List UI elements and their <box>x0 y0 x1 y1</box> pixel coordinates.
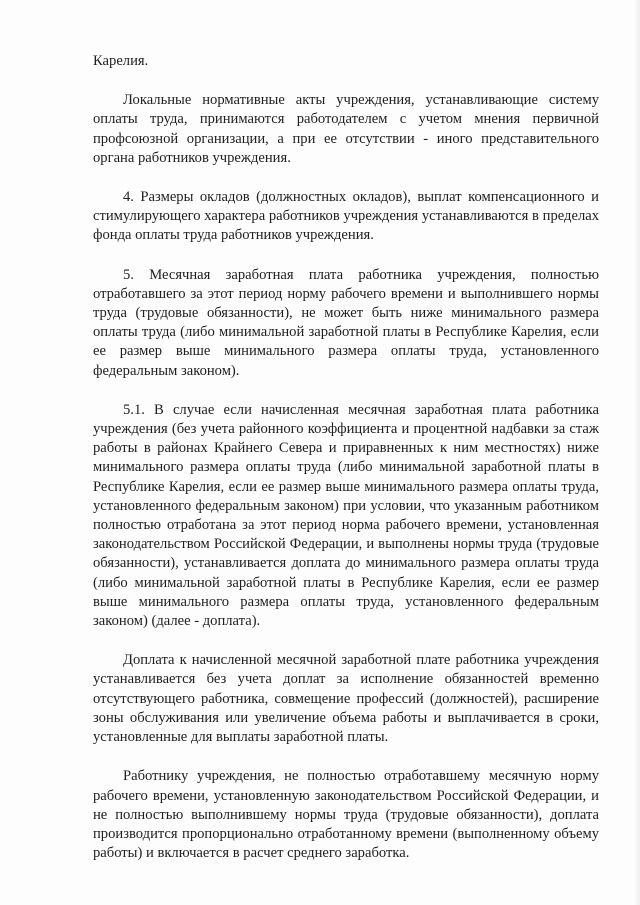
scan-edge-shadow <box>634 0 640 905</box>
paragraph-surcharge: Доплата к начисленной месячной заработной плате работника учреждения устанавливается без учета доплат за исполнение обязанностей временно отсутствующего работника, совмещение профессий (должностей), расширение зоны обслуживания или увеличение объема работы и выплачивается в сроки, установленные для выплаты заработной платы. <box>93 652 599 746</box>
paragraph-item-5-1: 5.1. В случае если начисленная месячная заработная плата работника учреждения (без учета районного коэффициента и процентной надбавки за стаж работы в районах Крайнего Севера и приравненных к ним местностях) ниже минимального размера оплаты труда (либо минимальной заработной платы в Республике Карелия, если ее размер выше минимального размера оплаты труда, установленного федеральным законом) при условии, что указанным работником полностью отработана за этот период норма рабочего времени, установленная законодательством Российской Федерации, и выполнены нормы труда (трудовые обязанности), устанавливается доплата до минимального размера оплаты труда (либо минимальной заработной платы в Республике Карелия, если ее размер выше минимального размера оплаты труда, установленного федеральным законом) (далее - доплата). <box>93 401 599 630</box>
paragraph-local-acts: Локальные нормативные акты учреждения, устанавливающие систему оплаты труда, принимаются работодателем с учетом мнения первичной профсоюзной организации, а при ее отсутствии - иного представительного органа работников учреждения. <box>93 92 599 166</box>
paragraph-item-5: 5. Месячная заработная плата работника учреждения, полностью отработавшего за этот период норму рабочего времени и выполнившего нормы труда (трудовые обязанности), не может быть ниже минимального размера оплаты труда (либо минимальной заработной платы в Республике Карелия, если ее размер выше минимального размера оплаты труда, установленного федеральным законом). <box>93 266 599 379</box>
document-body <box>93 52 599 863</box>
paragraph-continuation: Карелия. <box>93 53 149 69</box>
paragraph-item-4: 4. Размеры окладов (должностных окладов), выплат компенсационного и стимулирующего характера работников учреждения устанавливаются в пределах фонда оплаты труда работников учреждения. <box>93 189 599 244</box>
paragraph-partial-norm: Работнику учреждения, не полностью отработавшему месячную норму рабочего времени, установленную законодательством Российской Федерации, и не полностью выполнившему нормы труда (трудовые обязанности), доплата производится пропорционально отработанному времени (выполненному объему работы) и включается в расчет среднего заработка. <box>93 768 599 862</box>
